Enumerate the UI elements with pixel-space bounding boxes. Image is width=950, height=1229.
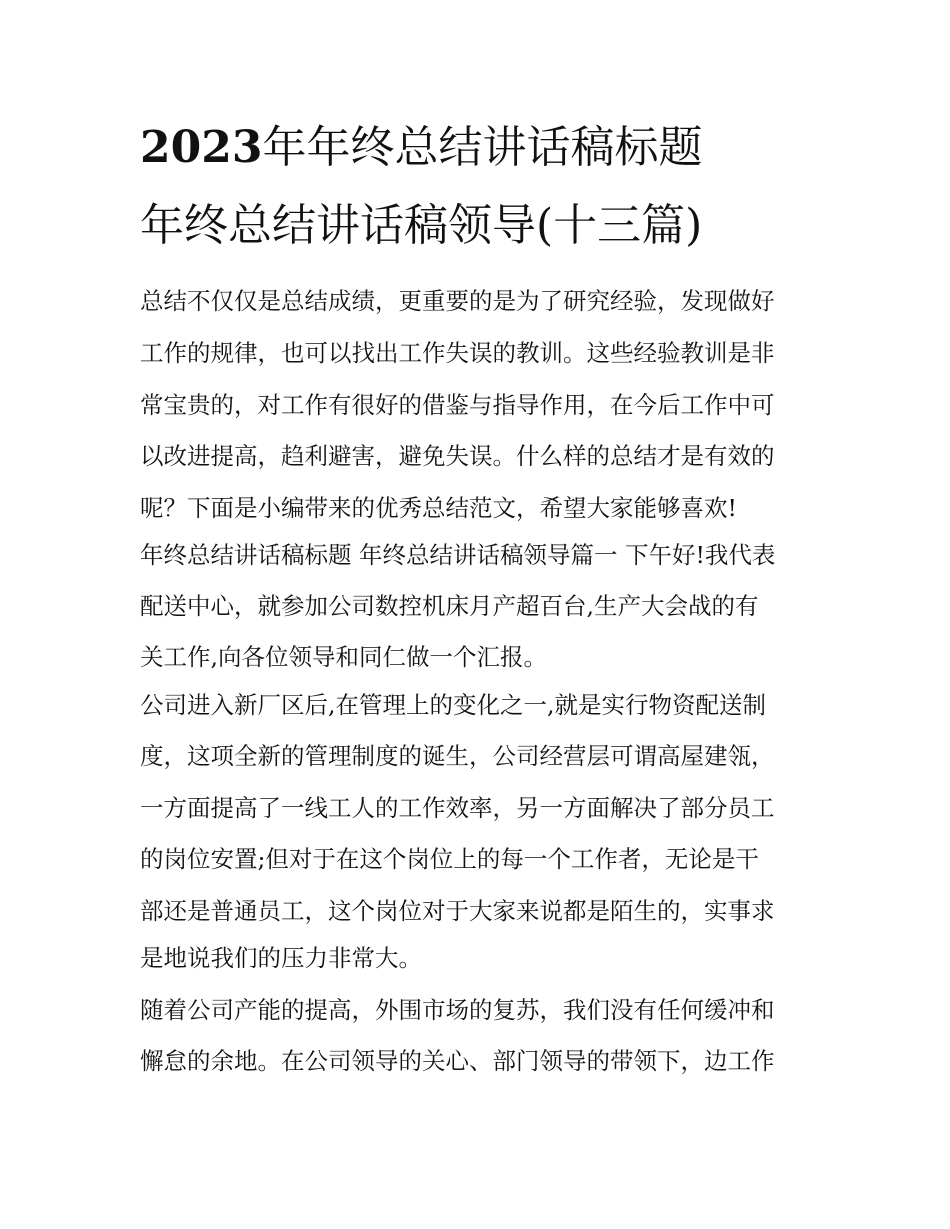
- title-line-1-text: 年年终总结讲话稿标题: [262, 122, 703, 173]
- body-text-line: 的岗位安置;但对于在这个岗位上的每一个工作者，无论是干: [140, 845, 759, 873]
- body-text-line: 配送中心，就参加公司数控机床月产超百台,生产大会战的有: [140, 592, 759, 620]
- body-text-line: 是地说我们的压力非常大。: [140, 944, 422, 972]
- body-text-line: 度，这项全新的管理制度的诞生，公司经营层可谓高屋建瓴，: [140, 742, 775, 770]
- body-text-line: 关工作,向各位领导和同仁做一个汇报。: [140, 643, 547, 671]
- body-text-line: 随着公司产能的提高，外围市场的复苏，我们没有任何缓冲和: [140, 996, 775, 1024]
- body-text-line: 懈怠的余地。在公司领导的关心、部门领导的带领下，边工作: [140, 1047, 775, 1075]
- body-text-line: 年终总结讲话稿标题 年终总结讲话稿领导篇一 下午好!我代表: [140, 541, 776, 569]
- body-text-line: 常宝贵的，对工作有很好的借鉴与指导作用，在今后工作中可: [140, 391, 775, 419]
- body-text-line: 总结不仅仅是总结成绩，更重要的是为了研究经验，发现做好: [140, 287, 775, 315]
- body-text-line: 呢？下面是小编带来的优秀总结范文，希望大家能够喜欢!: [140, 494, 737, 522]
- title-year: 2023: [140, 122, 263, 173]
- body-text-line: 以改进提高，趋利避害，避免失误。什么样的总结才是有效的: [140, 442, 775, 470]
- body-text-line: 公司进入新厂区后,在管理上的变化之一,就是实行物资配送制: [140, 691, 766, 719]
- body-text-line: 工作的规律，也可以找出工作失误的教训。这些经验教训是非: [140, 339, 775, 367]
- body-text-line: 一方面提高了一线工人的工作效率，另一方面解决了部分员工: [140, 794, 775, 822]
- document-title-line-1: [140, 120, 840, 176]
- document-title-line-2: 年终总结讲话稿领导(十三篇): [140, 200, 703, 251]
- body-text-line: 部还是普通员工，这个岗位对于大家来说都是陌生的，实事求: [140, 897, 775, 925]
